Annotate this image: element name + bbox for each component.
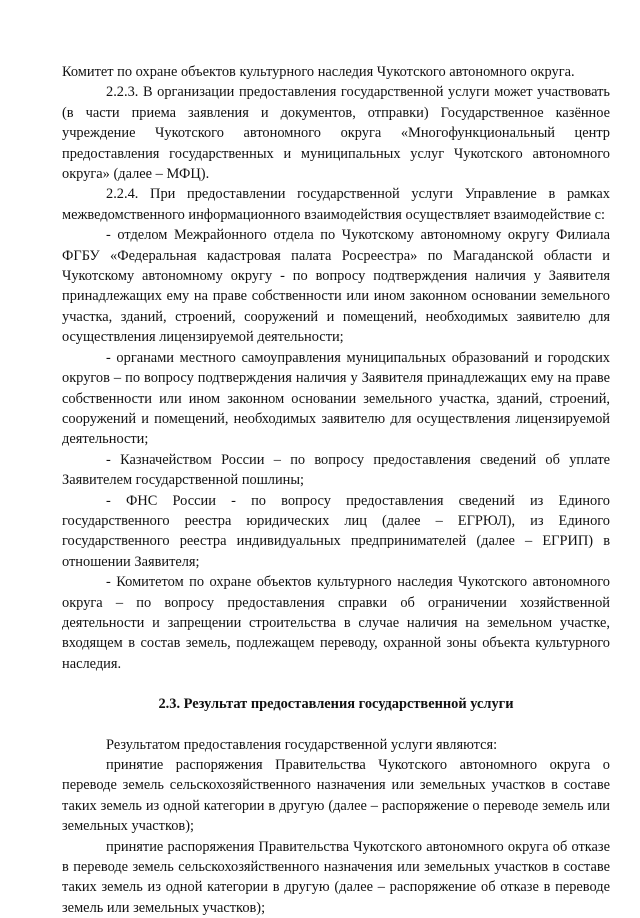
list-item: - органами местного самоуправления муниципальных образований и городских округов – по вопросу подтверждения наличия у Заявителя принадлежащих ему на праве собственности или ином законном основании земельного участка, зданий, строений, сооружений и помещений, необходимых заявителю для осуществления лицензируемой деятельности; bbox=[62, 349, 610, 448]
paragraph: Результатом предоставления государственной услуги являются: bbox=[106, 736, 498, 753]
paragraph: принятие распоряжения Правительства Чукотского автономного округа о переводе земель сельскохозяйственного назначения или земельных участков в составе таких земель из одной категории в другую (далее – распоряжение о переводе земель или земельных участков); bbox=[62, 757, 610, 835]
paragraph: 2.2.3. В организации предоставления государственной услуги может участвовать (в части приема заявления и документов, отправки) Государственное казённое учреждение Чукотского автономного округа «Многофункциональный центр предоставления государственных и муниципальных услуг Чукотского автономного округа» (далее – МФЦ). bbox=[62, 84, 610, 183]
paragraph: принятие распоряжения Правительства Чукотского автономного округа об отказе в переводе земель сельскохозяйственного назначения или земельных участков в составе таких земель из одной категории в другую (далее – распоряжение об отказе в переводе земель или земельных участков); bbox=[62, 838, 610, 916]
list-item: - отделом Межрайонного отдела по Чукотскому автономному округу Филиала ФГБУ «Федеральная кадастровая палата Росреестра» по Магаданской области и Чукотскому автономному округу - по вопросу подтверждения наличия у Заявителя принадлежащих ему на праве собственности или ином законном основании земельного участка, зданий, строений, сооружений и помещений, необходимых заявителю для осуществления лицензируемой деятельности; bbox=[62, 227, 610, 346]
list-item: - Комитетом по охране объектов культурного наследия Чукотского автономного округа – по вопросу предоставления справки об ограничении хозяйственной деятельности и запрещении строительства в случае наличия на земельном участке, входящем в состав земель, подлежащем переводу, охранной зоны объекта культурного наследия. bbox=[62, 574, 610, 672]
list-item: - Казначейством России – по вопросу предоставления сведений об уплате Заявителем государственной пошлины; bbox=[62, 451, 610, 489]
document-page bbox=[62, 62, 610, 918]
paragraph: Комитет по охране объектов культурного наследия Чукотского автономного округа. bbox=[62, 64, 575, 80]
section-heading: 2.3. Результат предоставления государственной услуги bbox=[158, 696, 514, 713]
body-text-top bbox=[62, 62, 610, 674]
list-item: - ФНС России - по вопросу предоставления сведений из Единого государственного реестра юридических лиц (далее – ЕГРЮЛ), из Единого государственного реестра индивидуальных предпринимателей (далее – ЕГРИП) в отношении Заявителя; bbox=[62, 492, 610, 570]
body-text-bottom bbox=[62, 735, 610, 918]
paragraph: 2.2.4. При предоставлении государственной услуги Управление в рамках межведомственного информационного взаимодействия осуществляет взаимодействие с: bbox=[62, 186, 610, 223]
